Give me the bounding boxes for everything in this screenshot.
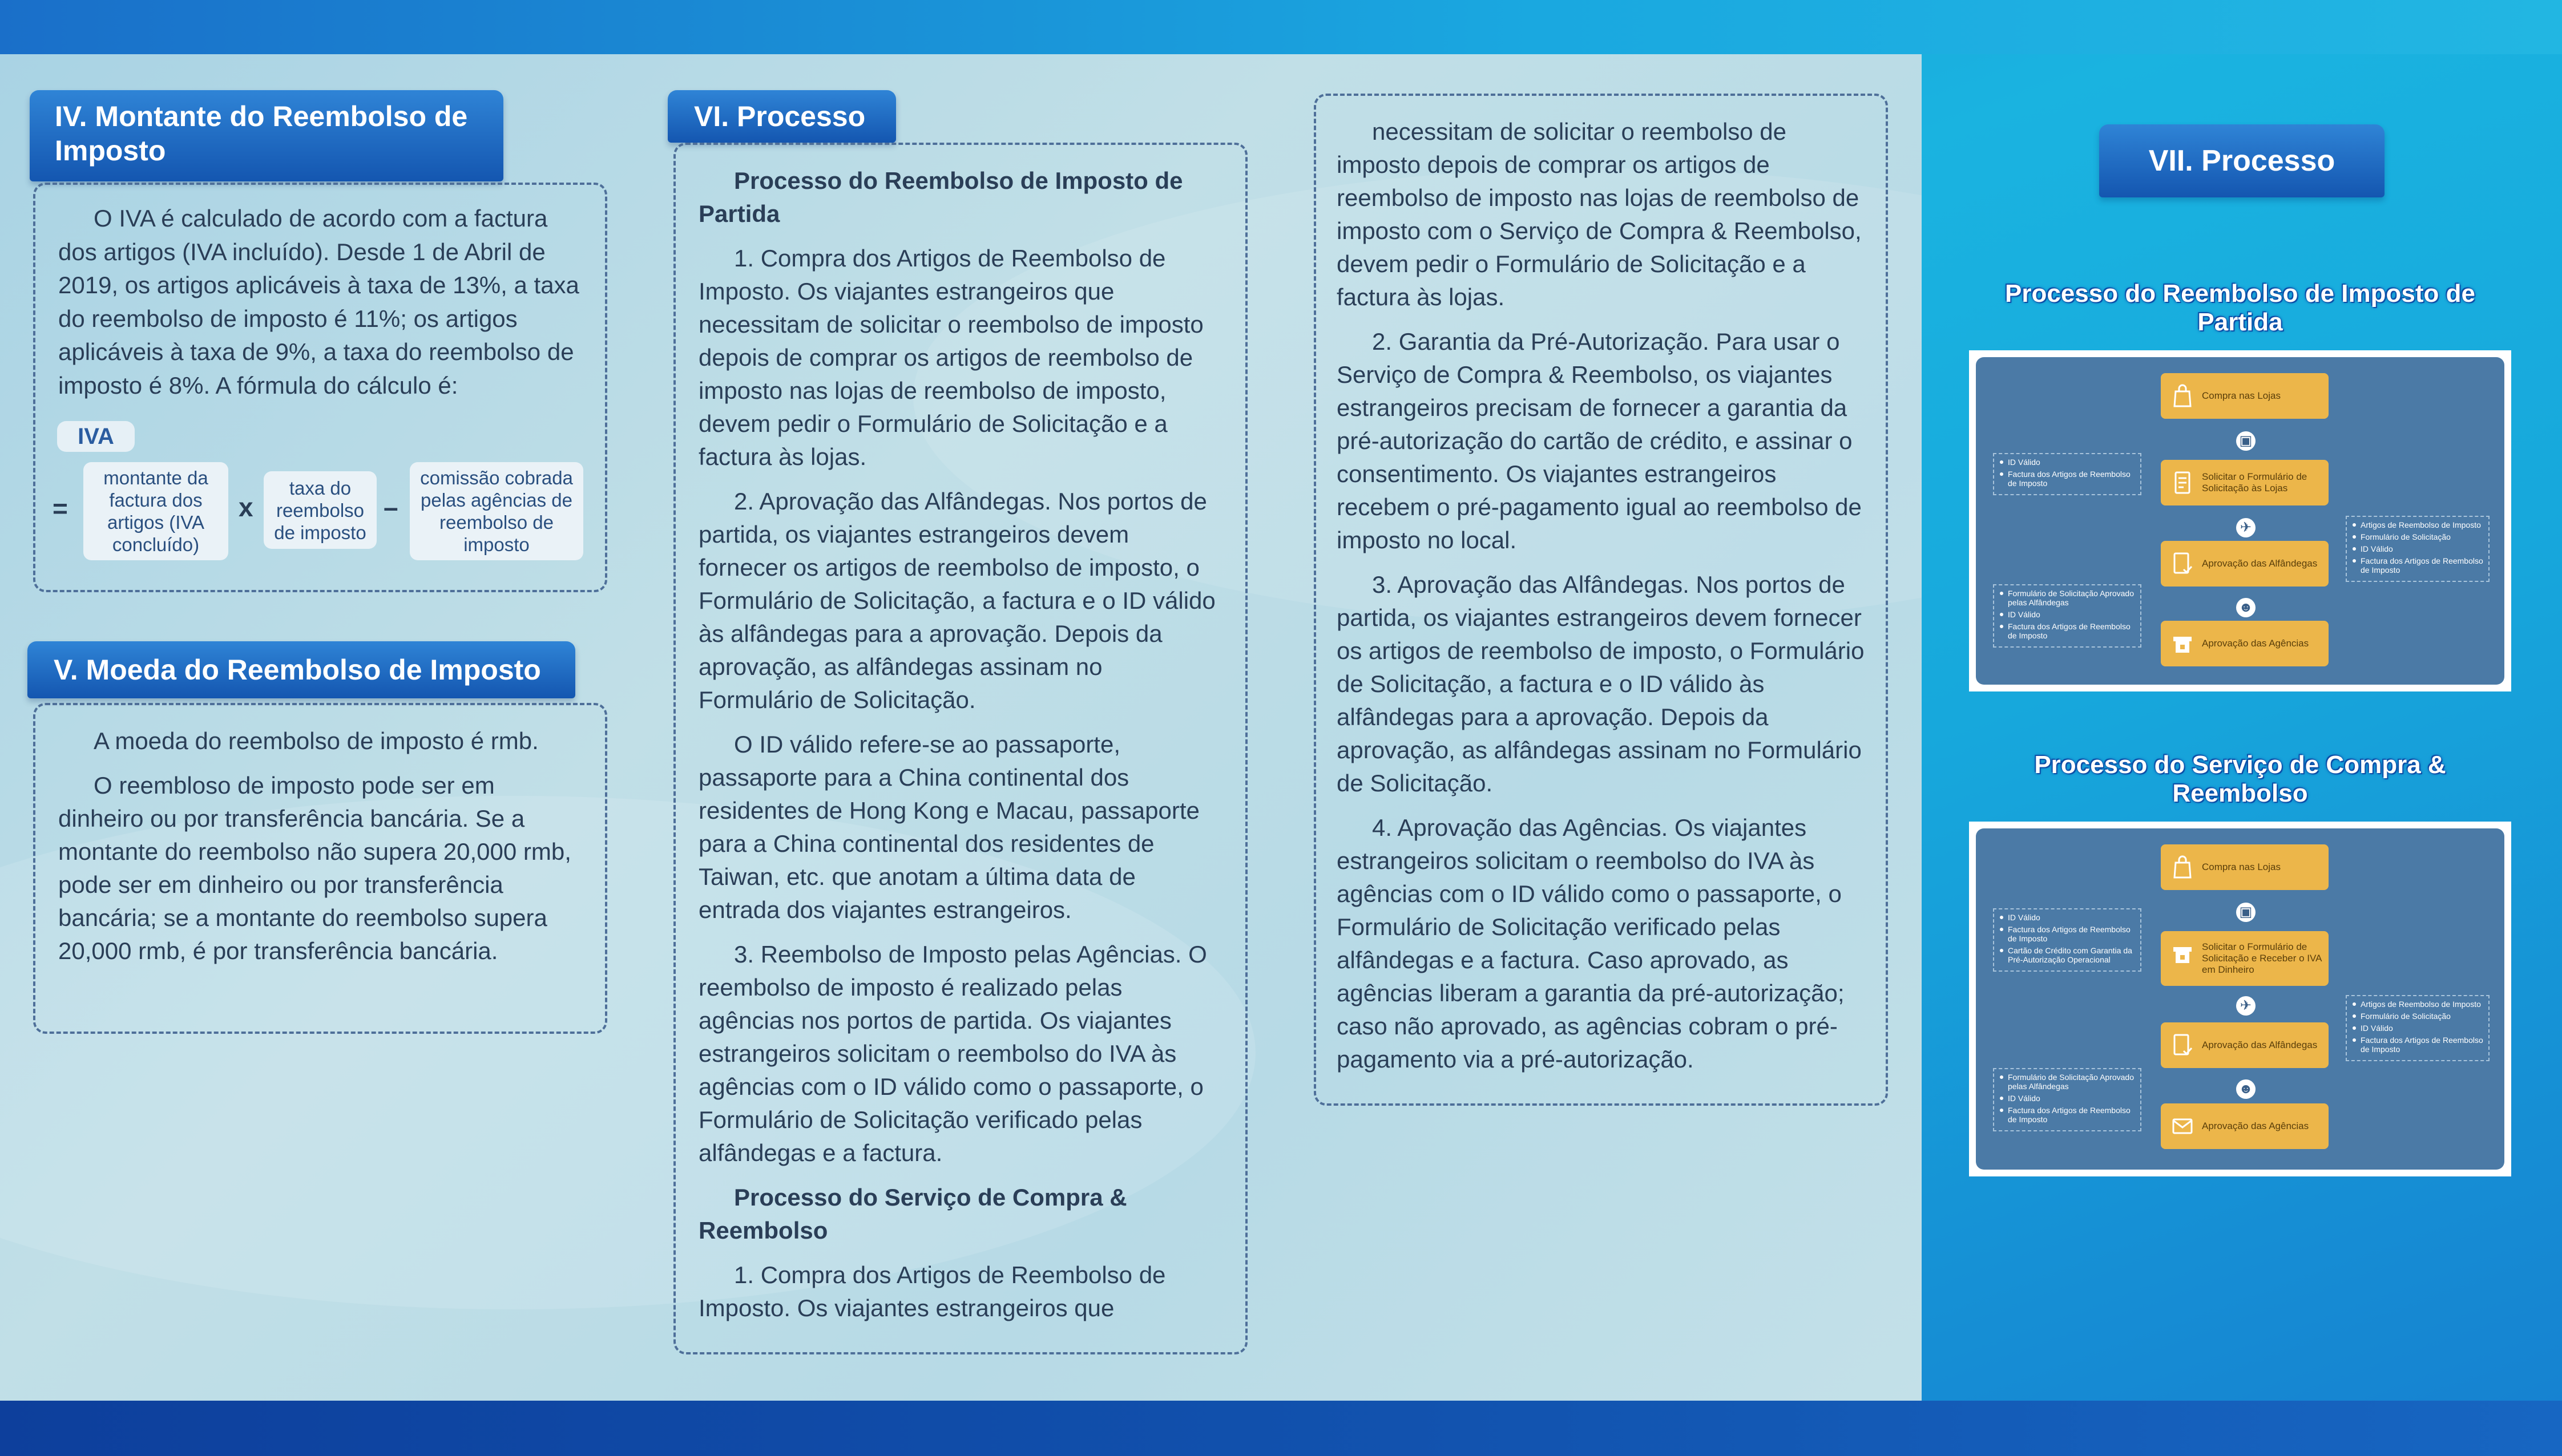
flow-2-diagram	[1969, 822, 2511, 1176]
step-paragraph: 1. Compra dos Artigos de Reembolso de Imposto. Os viajantes estrangeiros que necessitam de solicitar o reembolso de imposto depois de comprar os artigos de reembolso de imposto nas lojas de reembolso de imposto, devem pedir o Formulário de Solicitação e a factura às lojas.	[699, 245, 1204, 470]
formula-equals: =	[53, 494, 68, 523]
section-iv-paragraph: O IVA é calculado de acordo com a factura dos artigos (IVA incluído). Desde 1 de Abril de 2019, os artigos aplicáveis à taxa de 13%, a taxa do reembolso de imposto é 11%; os artigos aplicáveis à taxa de 9%, a taxa do reembolso de imposto é 8%. A fórmula do cálculo é:	[58, 205, 579, 399]
step-paragraph: necessitam de solicitar o reembolso de imposto depois de comprar os artigos de reembolso de imposto nas lojas de reembolso de imposto com o Serviço de Compra & Reembolso, devem pedir o Formulário de Solicitação e a factura às lojas.	[1337, 118, 1862, 310]
flow-1-step: Compra nas Lojas	[2161, 373, 2329, 419]
formula-iva-label: IVA	[57, 421, 135, 452]
step-paragraph: 4. Aprovação das Agências. Os viajantes estrangeiros solicitam o reembolso do IVA às agências com o ID válido como o passaporte, o Formulário de Solicitação verificado pelas alfândegas e a factura. Caso aprovado, as agências liberam a garantia da pré-autorização; caso não aprovado, as agências cobram o pré-pagamento via a pré-autorização.	[1337, 814, 1845, 1073]
formula-term-rate: taxa do reembolso de imposto	[264, 471, 377, 549]
step-paragraph: 3. Reembolso de Imposto pelas Agências. O reembolso de imposto é realizado pelas agências nos portos de partida. Os viajantes estrangeiros solicitam o reembolso do IVA às agências com o ID válido como o passaporte, o Formulário de Solicitação verificado pelas alfândegas e a factura.	[699, 941, 1207, 1166]
flow-2-left-note-1: ID Válido Factura dos Artigos de Reembolso de Imposto Cartão de Crédito com Garantia da Pré-Autorização Operacional	[1993, 908, 2141, 972]
form-icon	[2171, 470, 2194, 495]
cashier-icon	[2171, 631, 2194, 656]
section-v-paragraph-2: O reembloso de imposto pode ser em dinheiro ou por transferência bancária. Se a montante do reembolso não supera 20,000 rmb, pode ser em dinheiro ou por transferência bancária; se a montante do reembolso supera 20,000 rmb, é por transferência bancária.	[58, 772, 571, 964]
formula-term-commission: comissão cobrada pelas agências de reembolso de imposto	[410, 462, 583, 560]
flow-1-step: Solicitar o Formulário de Solicitação às Lojas	[2161, 460, 2329, 505]
document-check-icon	[2171, 1033, 2194, 1058]
flow-heading: Processo do Serviço de Compra & Reembolso	[699, 1184, 1127, 1244]
step-paragraph: 3. Aprovação das Alfândegas. Nos portos de partida, os viajantes estrangeiros devem fornecer os artigos de reembolso de imposto, o Formulário de Solicitação, a factura e o ID válido às alfândegas para a aprovação. Depois da aprovação, as alfândegas assinam no Formulário de Solicitação.	[1337, 571, 1865, 796]
step-paragraph: 2. Garantia da Pré-Autorização. Para usar o Serviço de Compra & Reembolso, os viajantes estrangeiros precisam de fornecer a garantia da pré-autorização do cartão de crédito, e assinar o consentimento. Os viajantes estrangeiros recebem o pré-pagamento igual ao reembolso de imposto no local.	[1337, 328, 1862, 553]
step-paragraph: 1. Compra dos Artigos de Reembolso de Imposto. Os viajantes estrangeiros que	[699, 1261, 1166, 1321]
document-check-icon	[2171, 551, 2194, 576]
flow-1-diagram	[1969, 350, 2511, 691]
formula-minus: –	[384, 492, 398, 522]
section-vi-column-1	[673, 143, 1248, 1354]
flow-2-title: Processo do Serviço de Compra & Reembolso	[2034, 751, 2446, 807]
top-band	[0, 0, 2562, 54]
section-vii-title: VII. Processo	[2099, 124, 2385, 197]
formula-term-invoice: montante da factura dos artigos (IVA concluído)	[83, 462, 228, 560]
flow-1-title: Processo do Reembolso de Imposto de Partida	[2005, 280, 2475, 336]
flow-2-left-note-2: Formulário de Solicitação Aprovado pelas Alfândegas ID Válido Factura dos Artigos de Reembolso de Imposto	[1993, 1068, 2141, 1131]
person-icon: ☻	[2236, 1079, 2256, 1099]
printer-icon: ▣	[2236, 903, 2256, 922]
bottom-band	[0, 1401, 2562, 1456]
flow-1-step: Aprovação das Alfândegas	[2161, 541, 2329, 587]
person-icon: ☻	[2236, 598, 2256, 617]
flow-2-step: Aprovação das Agências	[2161, 1103, 2329, 1149]
section-vi-title: VI. Processo	[668, 90, 896, 143]
plane-icon: ✈	[2236, 518, 2256, 537]
flow-2-step: Aprovação das Alfândegas	[2161, 1022, 2329, 1068]
flow-2-right-note: Artigos de Reembolso de Imposto Formulário de Solicitação ID Válido Factura dos Artigos de Reembolso de Imposto	[2346, 995, 2490, 1061]
formula-times: x	[239, 492, 253, 522]
section-vi-column-2	[1314, 94, 1888, 1106]
flow-2-step: Compra nas Lojas	[2161, 844, 2329, 890]
flow-1-step: Aprovação das Agências	[2161, 621, 2329, 666]
section-v-paragraph-1: A moeda do reembolso de imposto é rmb.	[94, 727, 539, 754]
section-iv-title: IV. Montante do Reembolso de Imposto	[30, 90, 503, 181]
cashier-icon	[2171, 941, 2194, 966]
flow-2-step: Solicitar o Formulário de Solicitação e Receber o IVA em Dinheiro	[2161, 931, 2329, 986]
flow-1-right-note: Artigos de Reembolso de Imposto Formulário de Solicitação ID Válido Factura dos Artigos de Reembolso de Imposto	[2346, 516, 2490, 582]
step-paragraph: O ID válido refere-se ao passaporte, passaporte para a China continental dos residentes de Hong Kong e Macau, passaporte para a China continental dos residentes de Taiwan, etc. que anotam a última data de entrada dos viajantes estrangeiros.	[699, 731, 1200, 923]
flow-1-left-note-2: Formulário de Solicitação Aprovado pelas Alfândegas ID Válido Factura dos Artigos de Reembolso de Imposto	[1993, 584, 2141, 648]
shopping-bag-icon	[2171, 383, 2194, 409]
section-v-box	[33, 703, 607, 1034]
plane-icon: ✈	[2236, 996, 2256, 1016]
shopping-bag-icon	[2171, 855, 2194, 880]
section-v-title: V. Moeda do Reembolso de Imposto	[27, 641, 575, 698]
envelope-icon	[2171, 1114, 2194, 1139]
flow-1-left-note-1: ID Válido Factura dos Artigos de Reembolso de Imposto	[1993, 453, 2141, 495]
printer-icon: ▣	[2236, 431, 2256, 451]
flow-heading: Processo do Reembolso de Imposto de Partida	[699, 167, 1183, 227]
step-paragraph: 2. Aprovação das Alfândegas. Nos portos de partida, os viajantes estrangeiros devem fornecer os artigos de reembolso de imposto, o Formulário de Solicitação, a factura e o ID válido às alfândegas para a aprovação. Depois da aprovação, as alfândegas assinam no Formulário de Solicitação.	[699, 488, 1216, 713]
